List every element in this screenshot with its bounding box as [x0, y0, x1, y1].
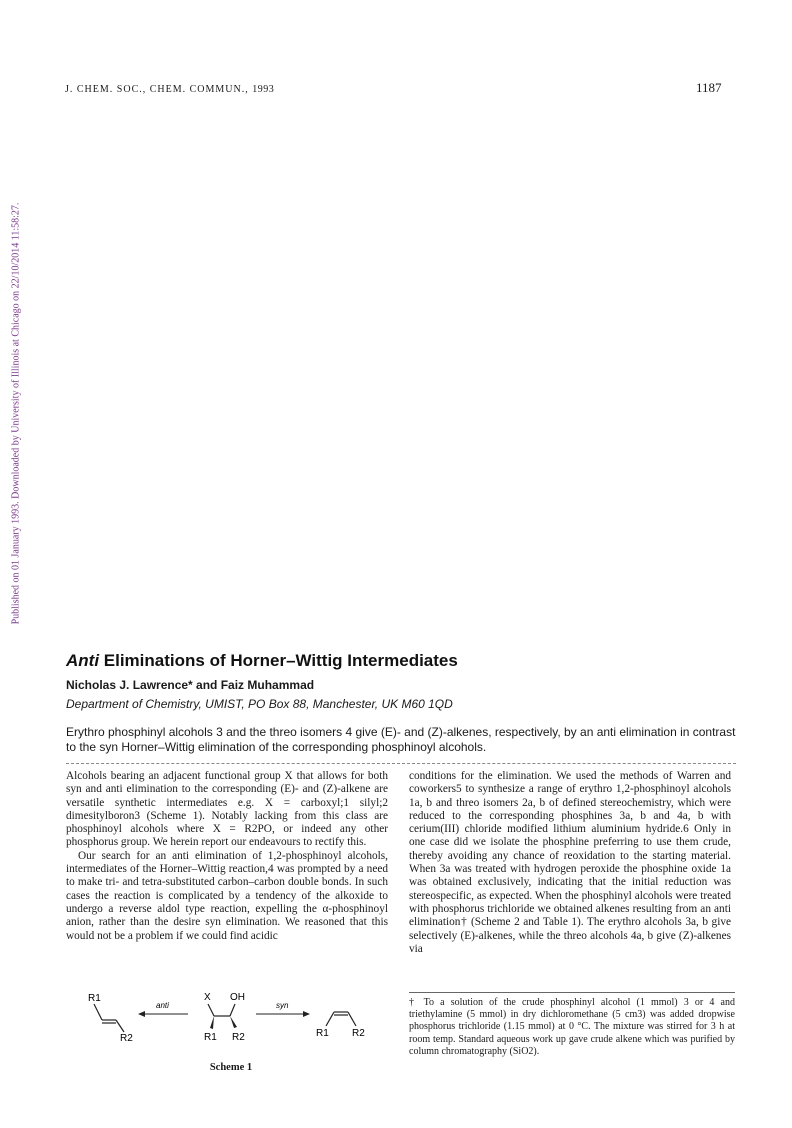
- authors: Nicholas J. Lawrence* and Faiz Muhammad: [66, 678, 315, 692]
- title-rest: Eliminations of Horner–Wittig Intermediates: [99, 651, 458, 670]
- download-note: Published on 01 January 1993. Downloaded by University of Illinois at Chicago on 22/10/2014 11:58:27.: [10, 202, 22, 625]
- r2-label: R2: [120, 1033, 133, 1044]
- bond: [348, 1012, 356, 1026]
- bond: [94, 1004, 102, 1020]
- r2-label: R2: [352, 1028, 365, 1039]
- r1-label: R1: [88, 993, 101, 1004]
- anti-label: anti: [156, 1001, 169, 1010]
- r2-label: R2: [232, 1032, 245, 1043]
- abstract: Erythro phosphinyl alcohols 3 and the threo isomers 4 give (E)- and (Z)-alkenes, respectively, by an anti elimination in contrast to the syn Horner–Wittig elimination of the corresponding phosphinoyl alcohols.: [66, 725, 736, 754]
- footnote-divider: [409, 992, 735, 993]
- page-number: 1187: [696, 80, 722, 95]
- title-italic: Anti: [66, 651, 100, 670]
- r1-label: R1: [316, 1028, 329, 1039]
- wedge-bond: [210, 1016, 214, 1029]
- oh-label: OH: [230, 992, 245, 1003]
- r1-label: R1: [204, 1032, 217, 1043]
- bond: [326, 1012, 334, 1026]
- arrow-head: [303, 1011, 310, 1017]
- affiliation: Department of Chemistry, UMIST, PO Box 88, Manchester, UK M60 1QD: [66, 697, 453, 711]
- bond: [208, 1004, 214, 1016]
- right-column: [409, 770, 731, 956]
- footnote: † To a solution of the crude phosphinyl alcohol (1 mmol) 3 or 4 and triethylamine (5 mmol) in dry dichloromethane (5 cm3) was added dropwise phosphorus trichloride (1.15 mmol) at 0 °C. The mixture was stirred for 3 h at room temp. Standard aqueous work up gave crude alkene which was purified by column chromatography (SiO2).: [409, 997, 735, 1057]
- wedge-bond: [230, 1016, 237, 1028]
- x-label: X: [204, 992, 211, 1003]
- arrow-head: [138, 1011, 145, 1017]
- journal-year: 1993: [252, 84, 275, 95]
- paragraph: Our search for an anti elimination of 1,2-phosphinoyl alcohols, intermediates of the Horner–Wittig reaction,4 was prompted by a need to make tri- and tetra-substituted carbon–carbon double bonds. In such cases the reaction is complicated by a tendency of the alkoxide to undergo a reverse aldol type reaction, expelling the α-phosphinoyl anion, rather than the desire syn elimination. We reasoned that this would not be a problem if we could find acidic: [66, 849, 388, 942]
- paragraph: Alcohols bearing an adjacent functional group X that allows for both syn and anti elimination to the corresponding (E)- and (Z)-alkene are versatile synthetic intermediates e.g. X = carboxyl;1 silyl;2 dimesitylboron3 (Scheme 1). Notably lacking from this class are phosphinoyl alcohols where X = R2PO, or indeed any other phosphorus group. We herein report our endeavours to rectify this.: [66, 770, 388, 849]
- abstract-divider: [66, 763, 736, 764]
- syn-label: syn: [276, 1001, 289, 1010]
- article-title: [66, 651, 458, 671]
- paragraph: conditions for the elimination. We used the methods of Warren and coworkers5 to synthesize a range of erythro 1,2-phosphinoyl alcohols 1a, b and threo isomers 2a, b of defined stereochemistry, which were reduced to the corresponding phosphines 3a, b and 4a, b with cerium(III) chloride modified lithium aluminium hydride.6 Only in one case did we isolate the phosphine preferring to use them crude, thereby avoiding any chance of reoxidation to the starting material. When 3a was treated with hydrogen peroxide the phosphine oxide 1a was obtained exclusively, indicating that the initial reduction was stereospecific, as expected. When the phosphinyl alcohols were treated with phosphorus trichloride we obtained alkenes resulting from an anti elimination† (Scheme 2 and Table 1). The erythro alcohols 3a, b give selectively (E)-alkenes, while the threo alcohols 4a, b give (Z)-alkenes via: [409, 770, 731, 955]
- left-column: [66, 770, 388, 943]
- journal-header: [65, 84, 274, 95]
- download-watermark: [0, 150, 30, 690]
- bond: [116, 1020, 124, 1032]
- scheme-caption: Scheme 1: [209, 1062, 253, 1073]
- journal-name: J. CHEM. SOC., CHEM. COMMUN.,: [65, 84, 249, 95]
- bond: [230, 1004, 235, 1016]
